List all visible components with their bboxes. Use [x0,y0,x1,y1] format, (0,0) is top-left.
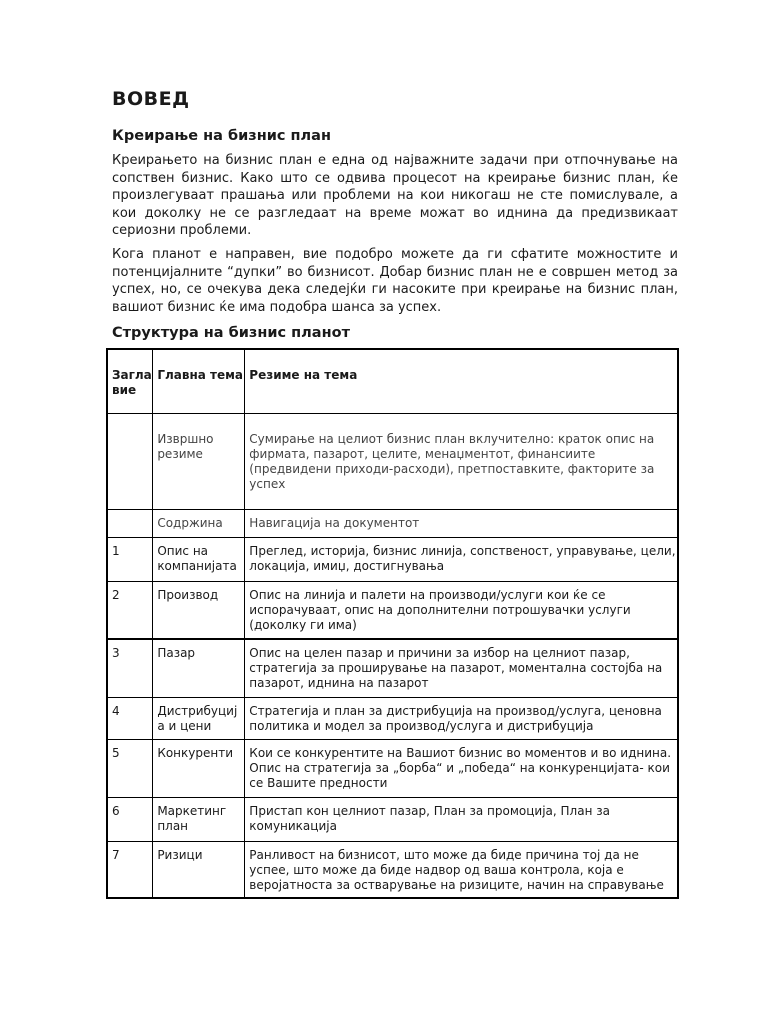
row-summary: Пристап кон целниот пазар, План за промоција, План за комуникација [245,797,678,841]
row-summary: Ранливост на бизнисот, што може да биде причина тој да не успее, што може да биде надвор од ваша контрола, која е веројатноста за остварување на ризиците, начин на справување [245,841,678,898]
table-row [107,537,678,581]
row-number: 5 [107,739,153,797]
table-row [107,841,678,898]
row-topic: Конкуренти [153,739,245,797]
table-row [107,413,678,509]
table-row [107,697,678,739]
row-number: 3 [107,639,153,697]
row-topic: Пазар [153,639,245,697]
row-number: 7 [107,841,153,898]
row-topic: Ризици [153,841,245,898]
row-summary: Сумирање на целиот бизнис план вклучително: краток опис на фирмата, пазарот, целите, менаџментот, финансиите (предвидени приходи-расходи), претпоставките, факторите за успех [245,413,678,509]
header-cell-summary: Резиме на тема [245,349,678,413]
row-number: 2 [107,581,153,639]
table-row [107,581,678,639]
document-page [112,88,678,892]
table-header-row [107,349,678,413]
row-number [107,509,153,537]
row-topic: Дистрибуција и цени [153,697,245,739]
row-topic: Содржина [153,509,245,537]
header-cell-topic: Главна тема [153,349,245,413]
table-row [107,739,678,797]
row-topic: Опис на компанијата [153,537,245,581]
row-summary: Опис на целен пазар и причини за избор на целниот пазар, стратегија за проширување на пазарот, моментална состојба на пазарот, иднина на пазарот [245,639,678,697]
header-cell-number: Заглавие [107,349,153,413]
row-summary: Навигација на документот [245,509,678,537]
row-number [107,413,153,509]
row-number: 1 [107,537,153,581]
row-topic: Производ [153,581,245,639]
structure-table [106,348,679,899]
row-number: 6 [107,797,153,841]
intro-paragraph-2: Кога планот е направен, вие подобро можете да ги сфатите можностите и потенцијалните “дупки” во бизнисот. Добар бизнис план не е совршен метод за успех, но, се очекува дека следејќи ги насоките при креирање на бизнис план, вашиот бизнис ќе има подобра шанса за успех. [112,247,678,315]
row-summary: Преглед, историја, бизнис линија, сопственост, управување, цели, локација, имиџ, достигнувања [245,537,678,581]
row-summary: Опис на линија и палети на производи/услуги кои ќе се испорачуваат, опис на дополнителни потрошувачки услуги (доколку ги има) [245,581,678,639]
page-title: ВОВЕД [112,88,190,110]
row-topic: Извршно резиме [153,413,245,509]
row-summary: Кои се конкурентите на Вашиот бизнис во моментов и во иднина. Опис на стратегија за „борба“ и „победа“ на конкуренцијата- кои се Вашите предности [245,739,678,797]
table-row [107,639,678,697]
section-heading-structure: Структура на бизнис планот [112,325,350,341]
section-heading-create: Креирање на бизнис план [112,128,331,144]
row-topic: Маркетинг план [153,797,245,841]
intro-paragraph-1: Креирањето на бизнис план е една од најважните задачи при отпочнување на сопствен бизнис. Како што се одвива процесот на креирање бизнис план, ќе произлегуваат прашања или проблеми на кои никогаш не сте помислувале, а кои доколку не се разгледаат на време можат во иднина да предизвикаат сериозни проблеми. [112,153,678,238]
table-row [107,797,678,841]
table-row [107,509,678,537]
row-summary: Стратегија и план за дистрибуција на производ/услуга, ценовна политика и модел за производ/услуга и дистрибуција [245,697,678,739]
row-number: 4 [107,697,153,739]
